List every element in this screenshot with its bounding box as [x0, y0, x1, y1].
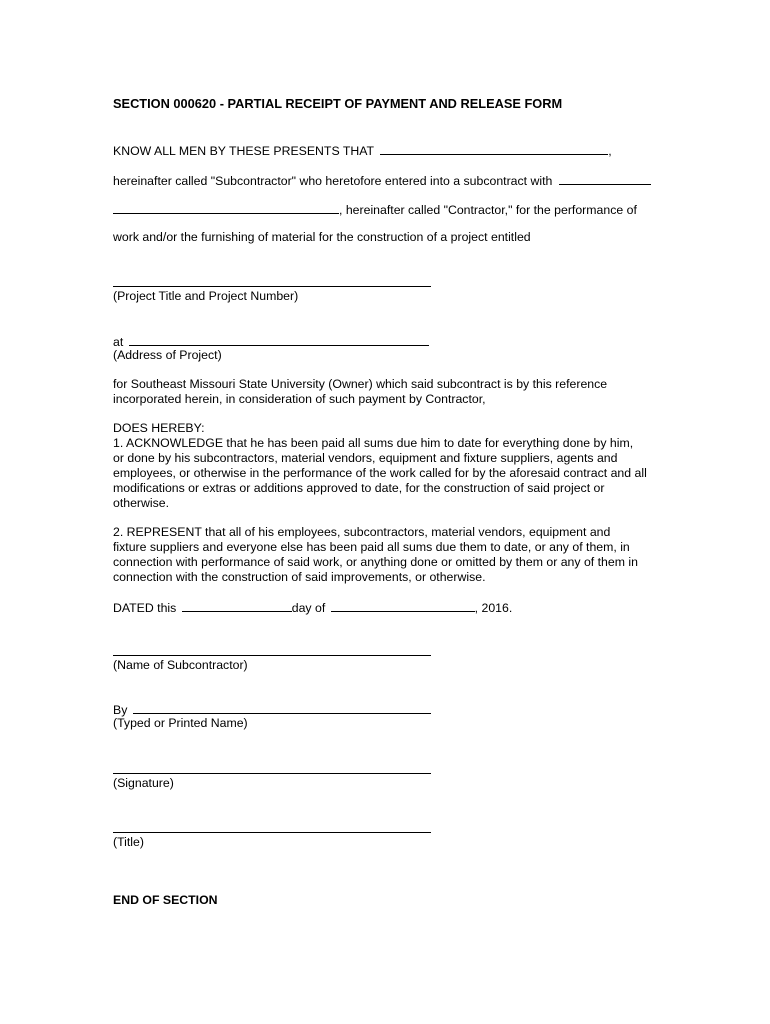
signature-line[interactable]: [113, 773, 431, 774]
represent-line-3: connection with performance of said work, or anything done or omitted by them or any of them in: [113, 555, 638, 569]
title-line[interactable]: [113, 832, 431, 833]
presents-text: KNOW ALL MEN BY THESE PRESENTS THAT: [113, 144, 374, 158]
represent-line-2: fixture suppliers and everyone else has been paid all sums due them to date, or any of them, in: [113, 540, 630, 554]
end-of-section: END OF SECTION: [113, 893, 218, 907]
day-of-label: day of: [291, 601, 326, 615]
acknowledge-line-5: otherwise.: [113, 496, 170, 510]
printed-name-caption: (Typed or Printed Name): [113, 716, 248, 730]
does-hereby: DOES HEREBY:: [113, 421, 205, 435]
acknowledge-line-2: or done by his subcontractors, material vendors, equipment and fixture suppliers, agents and: [113, 451, 618, 465]
signature-caption: (Signature): [113, 776, 174, 790]
subcontractor-line: [113, 172, 651, 189]
contractor-line: [113, 201, 637, 218]
subcontractor-name-blank[interactable]: [380, 142, 608, 155]
acknowledge-line-3: employees, or otherwise in the performance of the work called for by the aforesaid contract and all: [113, 466, 647, 480]
by-label: By: [113, 703, 128, 717]
subcontractor-name-line[interactable]: [113, 655, 431, 656]
contractor-name-blank-2[interactable]: [113, 201, 339, 214]
month-blank[interactable]: [331, 599, 475, 612]
subcontractor-caption: (Name of Subcontractor): [113, 658, 248, 672]
represent-line-4: connection with the construction of said improvements, or otherwise.: [113, 570, 486, 584]
owner-line-2: incorporated herein, in consideration of such payment by Contractor,: [113, 392, 486, 406]
dated-line: [113, 599, 512, 616]
at-label: at: [113, 335, 124, 349]
represent-line-1: 2. REPRESENT that all of his employees, subcontractors, material vendors, equipment and: [113, 525, 611, 539]
work-line: work and/or the furnishing of material for the construction of a project entitled: [113, 230, 531, 244]
project-title-blank[interactable]: [113, 286, 431, 287]
project-title-caption: (Project Title and Project Number): [113, 289, 299, 303]
printed-name-blank[interactable]: [133, 701, 431, 714]
project-address-blank[interactable]: [129, 333, 429, 346]
subcontractor-text: hereinafter called "Subcontractor" who heretofore entered into a subcontract with: [113, 174, 553, 188]
contractor-name-blank-1[interactable]: [559, 172, 651, 185]
title-caption: (Title): [113, 835, 144, 849]
day-blank[interactable]: [182, 599, 292, 612]
acknowledge-line-1: 1. ACKNOWLEDGE that he has been paid all sums due him to date for everything done by him,: [113, 436, 634, 450]
address-caption: (Address of Project): [113, 348, 222, 362]
dated-label: DATED this: [113, 601, 177, 615]
presents-line: [113, 142, 612, 159]
acknowledge-line-4: modifications or extras or additions approved to date, for the construction of said project or: [113, 481, 605, 495]
contractor-text: , hereinafter called "Contractor," for the performance of: [339, 203, 637, 217]
owner-line-1: for Southeast Missouri State University (Owner) which said subcontract is by this reference: [113, 377, 608, 391]
section-heading: SECTION 000620 - PARTIAL RECEIPT OF PAYMENT AND RELEASE FORM: [113, 96, 563, 111]
presents-comma: ,: [608, 144, 612, 158]
year-label: , 2016.: [474, 601, 513, 615]
